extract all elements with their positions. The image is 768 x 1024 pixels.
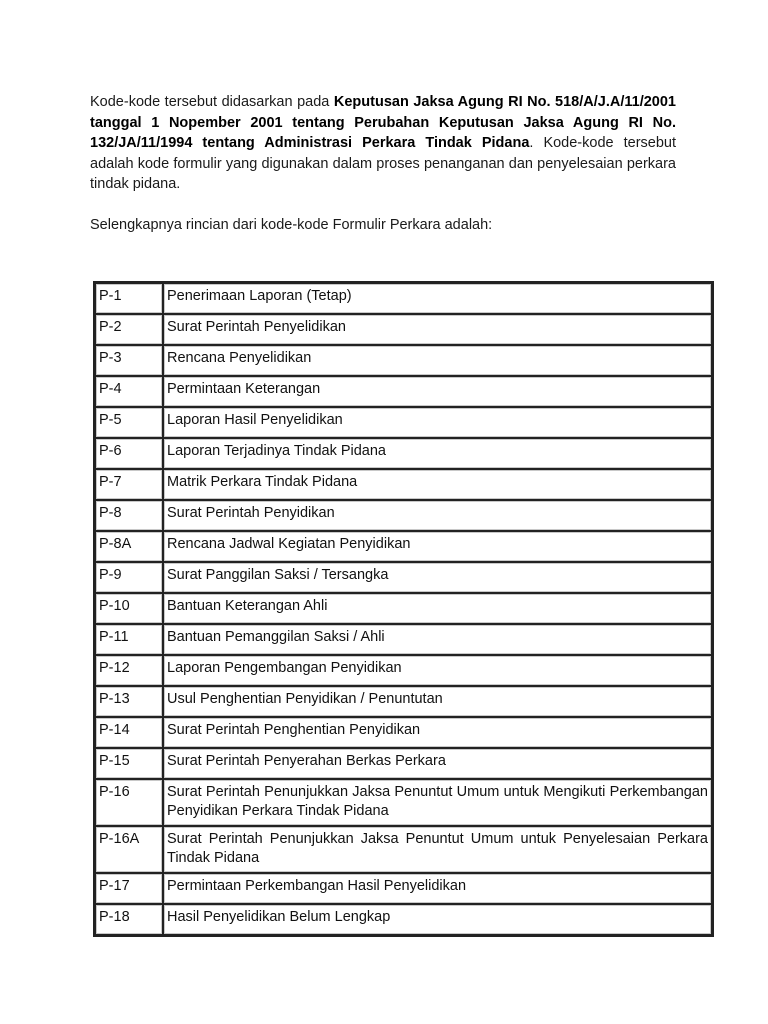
form-title-cell: Laporan Hasil Penyelidikan <box>163 407 712 438</box>
table-row <box>95 904 712 935</box>
form-code-cell: P-11 <box>95 624 163 655</box>
table-row <box>95 655 712 686</box>
form-title-cell: Bantuan Keterangan Ahli <box>163 593 712 624</box>
table-row <box>95 438 712 469</box>
form-title-cell: Surat Perintah Penunjukkan Jaksa Penuntut Umum untuk Penyelesaian Perkara Tindak Pidana <box>163 826 712 873</box>
form-title-cell: Rencana Jadwal Kegiatan Penyidikan <box>163 531 712 562</box>
intro-tail-text: . Kode-kode tersebut adalah kode formulir yang digunakan dalam proses penanganan dan penyelesaian perkara tindak pidana. <box>90 135 676 192</box>
table-row <box>95 748 712 779</box>
form-title-cell: Permintaan Perkembangan Hasil Penyelidikan <box>163 873 712 904</box>
table-row <box>95 469 712 500</box>
form-code-cell: P-16 <box>95 779 163 826</box>
form-title-cell: Surat Perintah Penghentian Penyidikan <box>163 717 712 748</box>
form-title-cell: Laporan Terjadinya Tindak Pidana <box>163 438 712 469</box>
intro-lead-text: Kode-kode tersebut didasarkan pada <box>90 94 334 110</box>
table-row <box>95 779 712 826</box>
table-row <box>95 500 712 531</box>
form-code-cell: P-6 <box>95 438 163 469</box>
form-code-cell: P-4 <box>95 376 163 407</box>
form-code-cell: P-8 <box>95 500 163 531</box>
form-title-cell: Surat Panggilan Saksi / Tersangka <box>163 562 712 593</box>
form-title-cell: Surat Perintah Penyidikan <box>163 500 712 531</box>
form-title-cell: Laporan Pengembangan Penyidikan <box>163 655 712 686</box>
form-title-cell: Rencana Penyelidikan <box>163 345 712 376</box>
form-code-cell: P-2 <box>95 314 163 345</box>
form-code-cell: P-14 <box>95 717 163 748</box>
form-code-cell: P-1 <box>95 283 163 314</box>
table-row <box>95 686 712 717</box>
form-title-cell: Hasil Penyelidikan Belum Lengkap <box>163 904 712 935</box>
list-lead-sentence: Selengkapnya rincian dari kode-kode Formulir Perkara adalah: <box>90 216 493 233</box>
form-code-cell: P-17 <box>95 873 163 904</box>
form-title-cell: Penerimaan Laporan (Tetap) <box>163 283 712 314</box>
form-title-cell: Matrik Perkara Tindak Pidana <box>163 469 712 500</box>
table-row <box>95 314 712 345</box>
table-row <box>95 593 712 624</box>
table-row <box>95 624 712 655</box>
table-row <box>95 376 712 407</box>
form-title-cell: Surat Perintah Penyelidikan <box>163 314 712 345</box>
table-row <box>95 407 712 438</box>
form-code-cell: P-8A <box>95 531 163 562</box>
form-code-cell: P-7 <box>95 469 163 500</box>
form-code-cell: P-15 <box>95 748 163 779</box>
form-code-cell: P-16A <box>95 826 163 873</box>
table-row <box>95 826 712 873</box>
form-title-cell: Usul Penghentian Penyidikan / Penuntutan <box>163 686 712 717</box>
form-codes-table <box>93 281 714 937</box>
table-row <box>95 562 712 593</box>
intro-paragraph <box>90 92 676 195</box>
table-row <box>95 873 712 904</box>
table-row <box>95 345 712 376</box>
form-title-cell: Bantuan Pemanggilan Saksi / Ahli <box>163 624 712 655</box>
form-code-cell: P-9 <box>95 562 163 593</box>
form-code-cell: P-12 <box>95 655 163 686</box>
form-code-cell: P-5 <box>95 407 163 438</box>
form-code-cell: P-13 <box>95 686 163 717</box>
form-code-cell: P-3 <box>95 345 163 376</box>
table-row <box>95 531 712 562</box>
table-row <box>95 283 712 314</box>
form-title-cell: Surat Perintah Penunjukkan Jaksa Penuntut Umum untuk Mengikuti Perkembangan Penyidikan Perkara Tindak Pidana <box>163 779 712 826</box>
document-body <box>90 92 676 235</box>
decree-reference: Keputusan Jaksa Agung RI No. 518/A/J.A/11/2001 tanggal 1 Nopember 2001 tentang Perubahan Keputusan Jaksa Agung RI No. 132/JA/11/1994 tentang Administrasi Perkara Tindak Pidana <box>90 94 676 151</box>
form-code-cell: P-10 <box>95 593 163 624</box>
form-title-cell: Permintaan Keterangan <box>163 376 712 407</box>
form-code-cell: P-18 <box>95 904 163 935</box>
table-row <box>95 717 712 748</box>
form-title-cell: Surat Perintah Penyerahan Berkas Perkara <box>163 748 712 779</box>
form-codes-table-body <box>95 283 712 935</box>
